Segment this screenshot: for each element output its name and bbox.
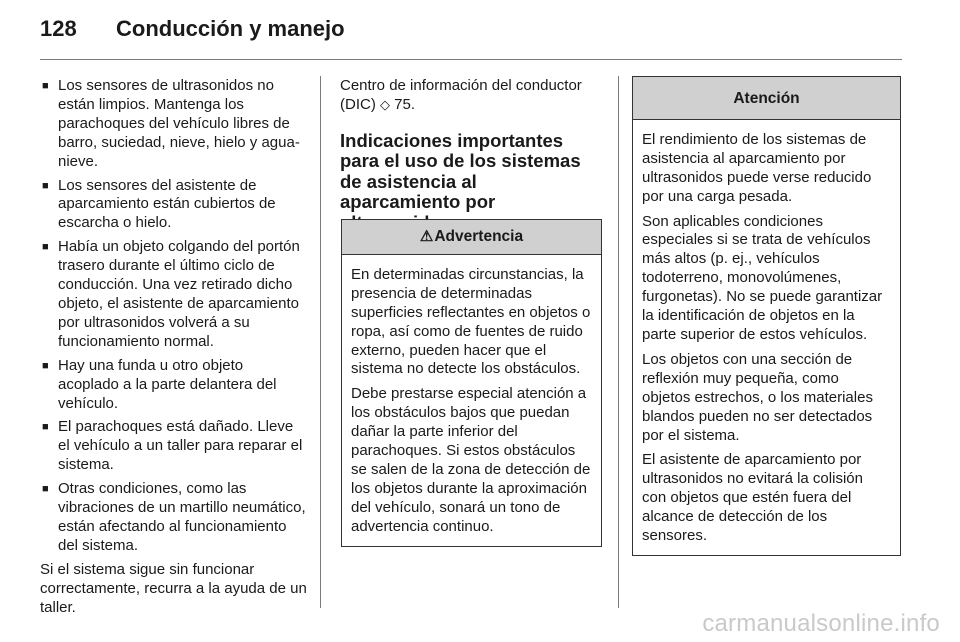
watermark: carmanualsonline.info bbox=[702, 610, 940, 637]
dic-reference: Centro de información del conductor (DIC) ◇ 75. bbox=[340, 77, 582, 113]
list-item: ■ Los sensores de ultrasonidos no están limpios. Mantenga los parachoques del vehículo libres de barro, suciedad, nieve, hielo y agua-nieve. bbox=[42, 77, 300, 170]
bullet-square-icon: ■ bbox=[42, 421, 49, 434]
attention-paragraph: Los objetos con una sección de reflexión muy pequeña, como objetos estrechos, o los materiales blandos pueden no ser detectados por el sistema. bbox=[642, 350, 873, 444]
warning-box bbox=[341, 219, 602, 547]
column-divider bbox=[320, 76, 321, 608]
warning-paragraph: Debe prestarse especial atención a los obstáculos bajos que puedan dañar la parte inferior del parachoques. Si estos obstáculos se salen de la zona de detección de los objetos durante la aproximación del vehículo, sonará un tono de advertencia continuo. bbox=[351, 385, 591, 535]
bullet-square-icon: ■ bbox=[42, 80, 49, 92]
attention-box bbox=[632, 76, 901, 556]
list-item: ■ El parachoques está dañado. Lleve el vehículo a un taller para reparar el sistema. bbox=[42, 418, 303, 474]
bullet-square-icon: ■ bbox=[42, 359, 49, 372]
bullet-square-icon: ■ bbox=[42, 241, 49, 254]
page-reference-link[interactable]: 75. bbox=[394, 95, 416, 113]
warning-triangle-icon: ⚠ bbox=[419, 228, 434, 245]
warning-body bbox=[342, 255, 601, 546]
warning-title: Advertencia bbox=[434, 228, 524, 245]
column-divider bbox=[618, 76, 619, 608]
list-item: ■ Había un objeto colgando del portón trasero durante el último ciclo de conducción. Una vez retirado dicho objeto, el asistente de aparcamiento por ultrasonidos volverá a su funcionamiento normal. bbox=[42, 238, 300, 350]
list-item: ■ Los sensores del asistente de aparcamiento están cubiertos de escarcha o hielo. bbox=[42, 176, 276, 232]
bullet-square-icon: ■ bbox=[42, 179, 49, 192]
list-item: ■ Hay una funda u otro objeto acoplado a la parte delantera del vehículo. bbox=[42, 356, 277, 412]
column-1 bbox=[40, 77, 308, 617]
closing-paragraph: Si el sistema sigue sin funcionar correctamente, recurra a la ayuda de un taller. bbox=[40, 560, 307, 616]
warning-header bbox=[342, 220, 601, 255]
list-item: ■ Otras condiciones, como las vibraciones de un martillo neumático, están afectando al funcionamiento del sistema. bbox=[42, 480, 306, 554]
attention-header: Atención bbox=[633, 77, 900, 120]
condition-list bbox=[40, 77, 308, 556]
attention-paragraph: El asistente de aparcamiento por ultrasonidos no evitará la colisión con objetos que estén fuera del alcance de detección de los sensores. bbox=[642, 451, 863, 545]
page-number: 128 bbox=[40, 16, 77, 41]
attention-body bbox=[633, 120, 900, 555]
chapter-title: Conducción y manejo bbox=[116, 16, 345, 41]
header-rule bbox=[40, 59, 902, 60]
page-reference-arrow-icon: ◇ bbox=[380, 96, 390, 112]
attention-paragraph: El rendimiento de los sistemas de asistencia al aparcamiento por ultrasonidos puede verse reducido por una carga pesada. bbox=[642, 130, 872, 205]
warning-paragraph: En determinadas circunstancias, la presencia de determinadas superficies reflectantes en objetos o ropa, así como de fuentes de ruido externo, pueden hacer que el sistema no detecte los obstáculos. bbox=[351, 265, 591, 378]
section-heading: Indicaciones importantes para el uso de los sistemas de asistencia al aparcamiento por bbox=[340, 129, 581, 213]
attention-paragraph: Son aplicables condiciones especiales si se trata de vehículos más altos (p. ej., vehículos todoterreno, monovolúmenes, furgonetas). No se puede garantizar la identificación de objetos en la parte superior de estos vehículos. bbox=[642, 212, 883, 343]
page-header bbox=[40, 16, 345, 52]
bullet-square-icon: ■ bbox=[42, 483, 49, 496]
